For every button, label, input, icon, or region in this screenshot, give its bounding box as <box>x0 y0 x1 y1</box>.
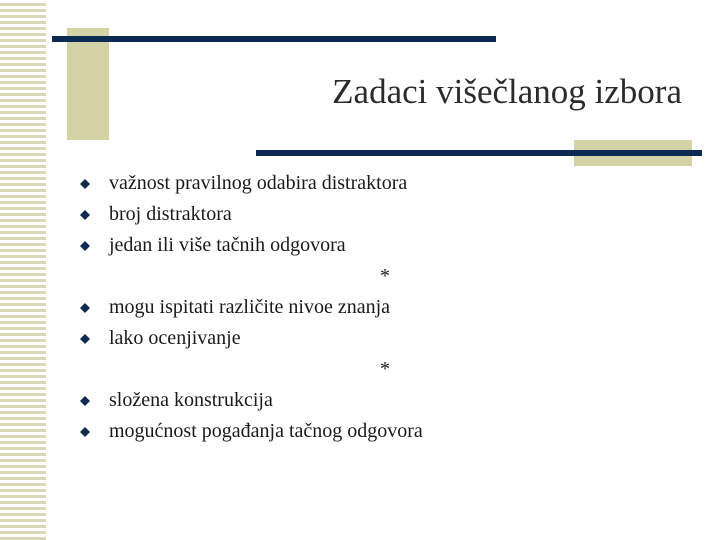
list-item-text: mogućnost pogađanja tačnog odgovora <box>109 420 423 442</box>
title-rule-bottom <box>256 150 702 156</box>
bullet-list <box>78 168 638 447</box>
diamond-bullet-icon <box>80 179 90 189</box>
diamond-bullet-icon <box>80 241 90 251</box>
separator-asterisk: * <box>380 358 390 380</box>
list-item-text: mogu ispitati različite nivoe znanja <box>109 296 391 318</box>
separator-row <box>78 354 638 385</box>
list-item <box>78 323 638 354</box>
list-item <box>78 230 638 261</box>
list-item <box>78 199 638 230</box>
list-item <box>78 385 638 416</box>
diamond-bullet-icon <box>80 210 90 220</box>
diamond-bullet-icon <box>80 303 90 313</box>
slide-title: Zadaci višečlanog izbora <box>332 72 682 111</box>
list-item <box>78 168 638 199</box>
list-item-text: lako ocenjivanje <box>109 327 241 349</box>
list-item-text: jedan ili više tačnih odgovora <box>109 234 346 256</box>
diamond-bullet-icon <box>80 396 90 406</box>
list-item-text: važnost pravilnog odabira distraktora <box>109 172 408 194</box>
list-item <box>78 292 638 323</box>
separator-asterisk: * <box>380 265 390 287</box>
list-item-text: broj distraktora <box>109 203 232 225</box>
decorative-stripe-strip <box>0 0 50 540</box>
diamond-bullet-icon <box>80 427 90 437</box>
list-item-text: složena konstrukcija <box>109 389 273 411</box>
separator-row <box>78 261 638 292</box>
diamond-bullet-icon <box>80 334 90 344</box>
title-rule-top <box>52 36 496 42</box>
decorative-block-top <box>67 28 109 140</box>
list-item <box>78 416 638 447</box>
